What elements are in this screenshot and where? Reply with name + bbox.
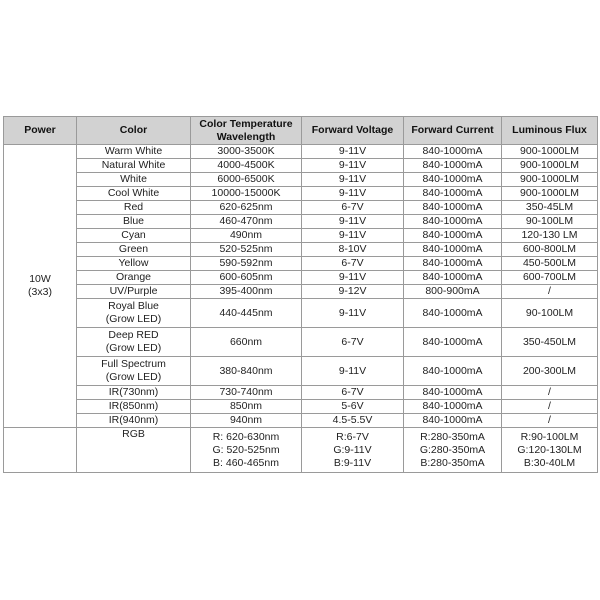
cell-wavelength: 520-525nm [191, 243, 302, 257]
rgb-temp-line: B: 460-465nm [213, 456, 279, 469]
cell-current: 840-1000mA [404, 257, 502, 271]
cell-voltage: 8-10V [302, 243, 404, 257]
cell-voltage: 9-11V [302, 159, 404, 173]
table-row [4, 328, 598, 357]
rgb-volt-line: R:6-7V [336, 430, 369, 443]
cell-wavelength: 850nm [191, 400, 302, 414]
rgb-volt-line: G:9-11V [333, 443, 372, 456]
cell-flux: 600-700LM [502, 271, 598, 285]
cell-current: 840-1000mA [404, 414, 502, 428]
cell-flux: / [502, 285, 598, 299]
cell-color [77, 299, 191, 328]
rgb-flux-line: B:30-40LM [523, 456, 576, 469]
power-value: 10W [29, 273, 51, 285]
table-row [4, 400, 598, 414]
cell-voltage: 6-7V [302, 201, 404, 215]
cell-wavelength: 620-625nm [191, 201, 302, 215]
cell-current [404, 428, 502, 473]
cell-current: 840-1000mA [404, 243, 502, 257]
table-row [4, 257, 598, 271]
color-name: Deep RED [108, 329, 159, 341]
cell-flux: / [502, 386, 598, 400]
cell-voltage: 5-6V [302, 400, 404, 414]
cell-wavelength: 395-400nm [191, 285, 302, 299]
cell-voltage: 6-7V [302, 328, 404, 357]
cell-color: Cool White [77, 187, 191, 201]
cell-wavelength: 490nm [191, 229, 302, 243]
cell-color: UV/Purple [77, 285, 191, 299]
cell-flux: 200-300LM [502, 357, 598, 386]
header-color: Color [77, 117, 191, 145]
rgb-curr-line: G:280-350mA [419, 443, 486, 456]
cell-current: 840-1000mA [404, 187, 502, 201]
cell-voltage: 9-11V [302, 357, 404, 386]
cell-wavelength: 6000-6500K [191, 173, 302, 187]
table-row [4, 145, 598, 159]
cell-wavelength: 380-840nm [191, 357, 302, 386]
cell-voltage: 6-7V [302, 386, 404, 400]
cell-color: Yellow [77, 257, 191, 271]
cell-voltage: 4.5-5.5V [302, 414, 404, 428]
cell-color [77, 328, 191, 357]
header-power: Power [4, 117, 77, 145]
table-body [4, 145, 598, 473]
rgb-volt-line: B:9-11V [333, 456, 372, 469]
table-row [4, 159, 598, 173]
cell-wavelength: 730-740nm [191, 386, 302, 400]
cell-flux: 450-500LM [502, 257, 598, 271]
cell-flux: 90-100LM [502, 215, 598, 229]
table-row [4, 285, 598, 299]
cell-color: IR(850nm) [77, 400, 191, 414]
cell-color: Red [77, 201, 191, 215]
cell-wavelength: 3000-3500K [191, 145, 302, 159]
cell-voltage: 9-12V [302, 285, 404, 299]
header-color-temperature [191, 117, 302, 145]
cell-voltage: 9-11V [302, 229, 404, 243]
header-color-temperature-line2: Wavelength [216, 130, 276, 143]
table-row [4, 215, 598, 229]
cell-voltage [302, 428, 404, 473]
power-cell [4, 145, 77, 428]
table-row [4, 299, 598, 328]
cell-color: White [77, 173, 191, 187]
cell-voltage: 9-11V [302, 299, 404, 328]
cell-flux: 900-1000LM [502, 159, 598, 173]
table-row [4, 173, 598, 187]
cell-wavelength: 10000-15000K [191, 187, 302, 201]
cell-voltage: 9-11V [302, 145, 404, 159]
cell-voltage: 9-11V [302, 215, 404, 229]
cell-flux [502, 428, 598, 473]
header-luminous-flux: Luminous Flux [502, 117, 598, 145]
cell-flux: 120-130 LM [502, 229, 598, 243]
power-config: (3x3) [28, 286, 52, 298]
table-row [4, 414, 598, 428]
cell-flux: / [502, 400, 598, 414]
cell-wavelength: 440-445nm [191, 299, 302, 328]
cell-current: 840-1000mA [404, 229, 502, 243]
table-row [4, 201, 598, 215]
cell-flux: 900-1000LM [502, 173, 598, 187]
table-row [4, 271, 598, 285]
rgb-curr-line: B:280-350mA [420, 456, 485, 469]
header-forward-current: Forward Current [404, 117, 502, 145]
cell-current: 840-1000mA [404, 215, 502, 229]
color-name: Full Spectrum [101, 358, 166, 370]
cell-wavelength: 940nm [191, 414, 302, 428]
cell-color: IR(940nm) [77, 414, 191, 428]
cell-current: 840-1000mA [404, 159, 502, 173]
cell-color: Green [77, 243, 191, 257]
rgb-curr-line: R:280-350mA [420, 430, 485, 443]
color-note: (Grow LED) [105, 371, 162, 383]
table-row [4, 229, 598, 243]
cell-wavelength: 590-592nm [191, 257, 302, 271]
cell-color: Natural White [77, 159, 191, 173]
cell-voltage: 6-7V [302, 257, 404, 271]
cell-color: Warm White [77, 145, 191, 159]
cell-flux: 350-450LM [502, 328, 598, 357]
table-row [4, 243, 598, 257]
cell-current: 840-1000mA [404, 400, 502, 414]
cell-wavelength: 460-470nm [191, 215, 302, 229]
cell-current: 840-1000mA [404, 271, 502, 285]
cell-color: IR(730nm) [77, 386, 191, 400]
table-row-rgb [4, 428, 598, 473]
cell-current: 840-1000mA [404, 299, 502, 328]
cell-flux: 900-1000LM [502, 187, 598, 201]
rgb-temp-line: G: 520-525nm [212, 443, 280, 456]
cell-color: Cyan [77, 229, 191, 243]
table-row [4, 386, 598, 400]
cell-current: 840-1000mA [404, 201, 502, 215]
cell-color: Blue [77, 215, 191, 229]
cell-voltage: 9-11V [302, 187, 404, 201]
cell-voltage: 9-11V [302, 173, 404, 187]
cell-color: RGB [77, 428, 191, 473]
cell-current: 840-1000mA [404, 145, 502, 159]
cell-current: 800-900mA [404, 285, 502, 299]
color-note: (Grow LED) [105, 342, 162, 354]
cell-flux: 600-800LM [502, 243, 598, 257]
spec-table [3, 116, 598, 473]
cell-color [77, 357, 191, 386]
cell-flux: 900-1000LM [502, 145, 598, 159]
header-row [4, 117, 598, 145]
rgb-flux-line: G:120-130LM [517, 443, 582, 456]
header-forward-voltage: Forward Voltage [302, 117, 404, 145]
cell-voltage: 9-11V [302, 271, 404, 285]
cell-current: 840-1000mA [404, 328, 502, 357]
cell-color: Orange [77, 271, 191, 285]
cell-wavelength [191, 428, 302, 473]
table-row [4, 357, 598, 386]
cell-flux: 90-100LM [502, 299, 598, 328]
cell-flux: 350-45LM [502, 201, 598, 215]
cell-current: 840-1000mA [404, 357, 502, 386]
power-cell-empty [4, 428, 77, 473]
cell-flux: / [502, 414, 598, 428]
rgb-flux-line: R:90-100LM [520, 430, 579, 443]
color-note: (Grow LED) [105, 313, 162, 325]
cell-current: 840-1000mA [404, 173, 502, 187]
cell-wavelength: 600-605nm [191, 271, 302, 285]
color-name: Royal Blue [108, 300, 159, 312]
cell-current: 840-1000mA [404, 386, 502, 400]
header-color-temperature-line1: Color Temperature [199, 117, 293, 130]
rgb-temp-line: R: 620-630nm [212, 430, 280, 443]
cell-wavelength: 4000-4500K [191, 159, 302, 173]
table-row [4, 187, 598, 201]
cell-wavelength: 660nm [191, 328, 302, 357]
